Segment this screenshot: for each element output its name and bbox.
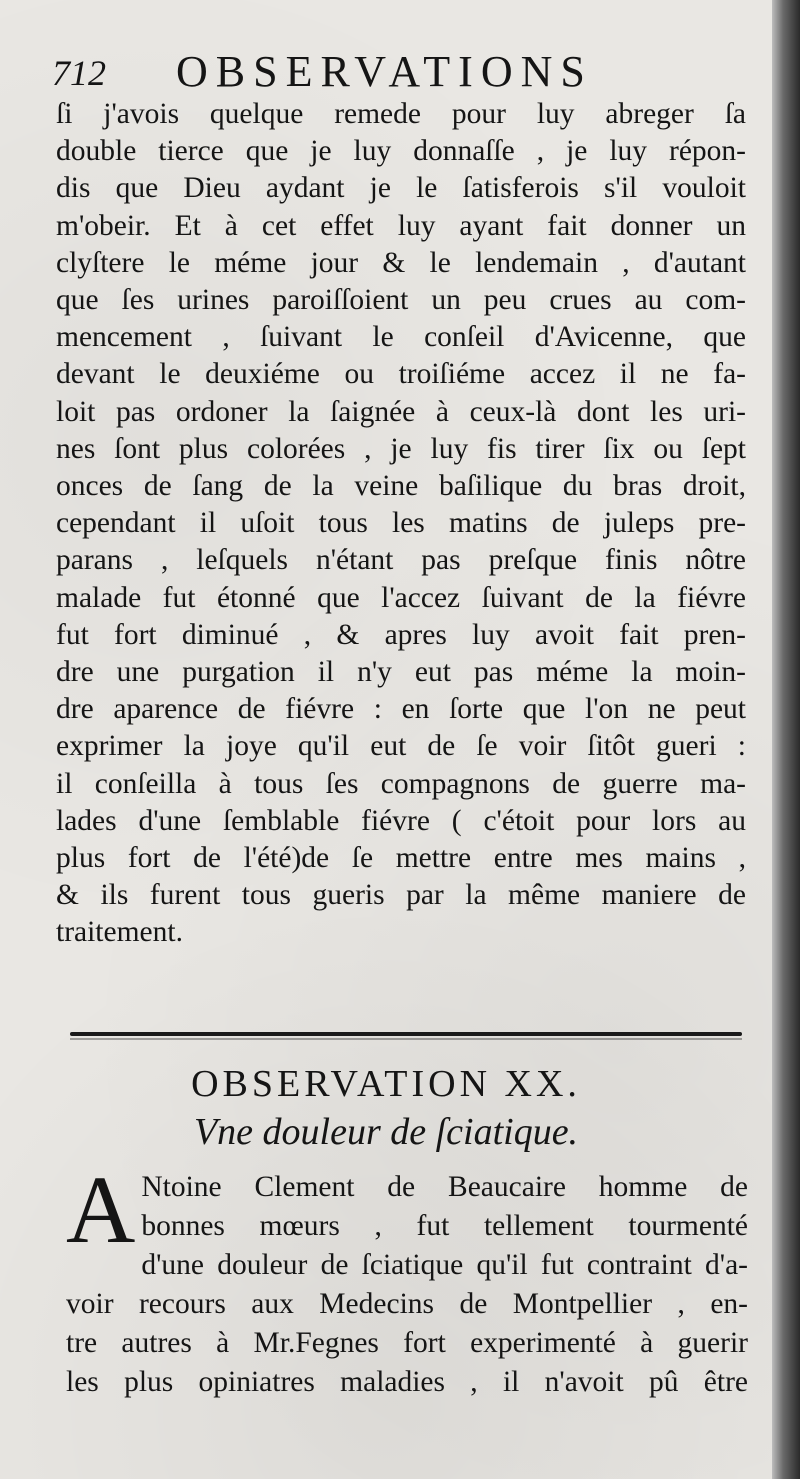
drop-cap: A: [66, 1156, 136, 1263]
text-line: que ſes urines paroiſſoient un peu crues au com-: [56, 284, 746, 317]
text-line: dre une purgation il n'y eut pas méme la moin-: [56, 656, 746, 689]
text-line: mencement , ſuivant le conſeil d'Avicenne, que: [56, 321, 746, 354]
text-line: exprimer la joye qu'il eut de ſe voir ſitôt gueri :: [56, 730, 746, 763]
text-line: onces de ſang de la veine baſilique du bras droit,: [56, 470, 746, 503]
text-line: lades d'une ſemblable fiévre ( c'étoit pour lors au: [56, 804, 746, 837]
text-line: tre autres à Mr.Fegnes fort experimenté à guerir: [66, 1327, 748, 1359]
text-line: ſi j'avois quelque remede pour luy abreger ſa: [56, 98, 746, 130]
text-line: Ntoine Clement de Beaucaire homme de: [141, 1171, 748, 1203]
text-line: plus fort de l'été)de ſe mettre entre mes mains ,: [56, 842, 746, 875]
text-line: malade fut étonné que l'accez ſuivant de la fiévre: [56, 581, 746, 614]
text-line: nes ſont plus colorées , je luy fis tirer ſix ou ſept: [56, 432, 746, 465]
text-line: parans , leſquels n'étant pas preſque finis nôtre: [56, 544, 746, 577]
body-text: [56, 96, 746, 952]
observation-paragraph: [66, 1156, 748, 1402]
text-line: loit pas ordoner la ſaignée à ceux-là dont les uri-: [56, 395, 746, 428]
text-line: voir recours aux Medecins de Montpellier , en-: [66, 1288, 748, 1320]
text-line: clyſtere le méme jour & le lendemain , d'autant: [56, 246, 746, 279]
text-line: double tierce que je luy donnaſſe , je luy répon-: [56, 135, 746, 168]
text-line: bonnes mœurs , fut tellement tourmenté: [141, 1210, 748, 1242]
text-line: dre aparence de fiévre : en ſorte que l'on ne peut: [56, 693, 746, 726]
observation-subtitle: Vne douleur de ſciatique.: [193, 1111, 579, 1153]
text-line: les plus opiniatres maladies , il n'avoit pû être: [66, 1366, 748, 1398]
text-line: & ils furent tous gueris par la même maniere de: [56, 879, 746, 912]
text-line: cependant il uſoit tous les matins de juleps pre-: [56, 507, 746, 540]
section-divider-shadow: [70, 1038, 742, 1040]
text-line: m'obeir. Et à cet effet luy ayant fait donner un: [56, 209, 746, 242]
observation-title: OBSERVATION XX.: [191, 1063, 581, 1105]
page-edge: [772, 0, 800, 1479]
running-title: OBSERVATIONS: [176, 47, 593, 96]
page-number: 712: [52, 53, 106, 93]
text-line: fut fort diminué , & apres luy avoit fait pren-: [56, 618, 746, 651]
page-header: [52, 42, 752, 98]
text-line: dis que Dieu aydant je le ſatisferois s'il vouloit: [56, 172, 746, 205]
text-line: devant le deuxiéme ou troiſiéme accez il ne fa-: [56, 358, 746, 391]
text-line: d'une douleur de ſciatique qu'il fut contraint d'a-: [141, 1249, 748, 1281]
text-line: traitement.: [56, 916, 183, 949]
section-divider: [70, 1032, 742, 1036]
text-line: il conſeilla à tous ſes compagnons de guerre ma-: [56, 767, 746, 800]
